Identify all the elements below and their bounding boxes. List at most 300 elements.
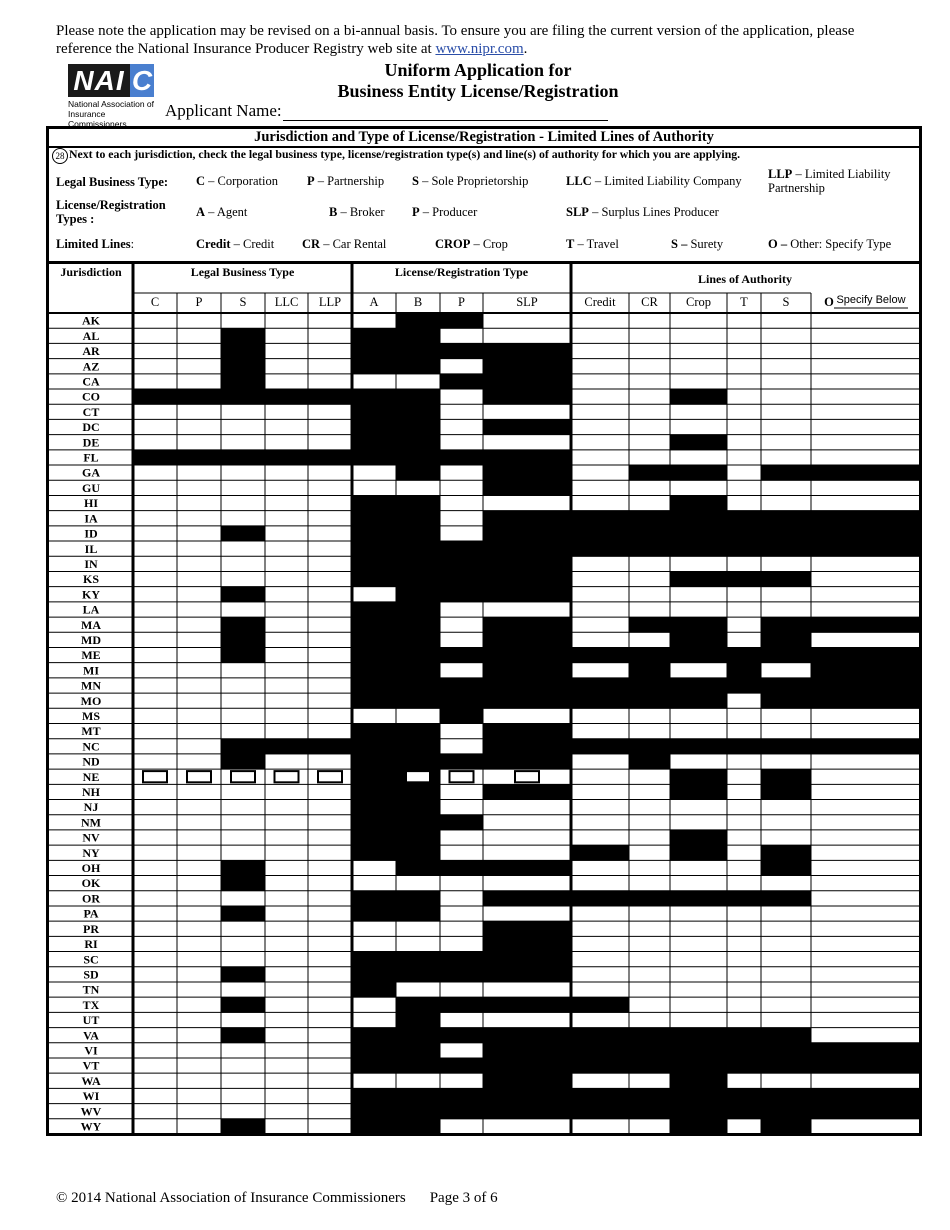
jurisdiction-dc: DC <box>82 420 100 435</box>
jurisdiction-nm: NM <box>81 815 101 830</box>
shaded-cell-ia <box>811 511 919 527</box>
shaded-cell-mo <box>483 693 571 709</box>
column-header-slp-8: SLP <box>516 295 538 309</box>
shaded-cell-wy <box>761 1119 811 1135</box>
shaded-cell-id <box>629 526 670 542</box>
legend-lines-t: T – Travel <box>566 237 619 251</box>
shaded-cell-mn <box>727 678 761 694</box>
jurisdiction-ma: MA <box>81 617 101 632</box>
shaded-cell-de <box>396 435 440 451</box>
shaded-cell-ny <box>571 845 629 861</box>
shaded-cell-mt <box>396 724 440 740</box>
shaded-cell-ct <box>352 404 396 420</box>
shaded-cell-dc <box>352 419 396 435</box>
footer <box>56 1190 498 1207</box>
shaded-cell-wi <box>440 1088 483 1104</box>
shaded-cell-ut <box>396 1012 440 1028</box>
shaded-cell-gu <box>483 480 571 496</box>
shaded-cell-co <box>221 389 265 405</box>
shaded-cell-ks <box>483 571 571 587</box>
shaded-cell-al <box>352 328 396 344</box>
shaded-cell-wy <box>670 1119 727 1135</box>
shaded-cell-ma <box>670 617 727 633</box>
shaded-cell-in <box>483 556 571 572</box>
jurisdiction-ct: CT <box>82 404 100 419</box>
column-header-credit-9: Credit <box>584 295 616 309</box>
shaded-cell-or <box>629 891 670 907</box>
shaded-cell-nc <box>396 739 440 755</box>
shaded-cell-nc <box>221 739 265 755</box>
shaded-cell-oh <box>483 860 571 876</box>
shaded-cell-md <box>396 632 440 648</box>
header-lines-of-authority: Lines of Authority <box>697 272 793 286</box>
legend-lines-cr: CR – Car Rental <box>302 237 387 251</box>
shaded-cell-ks <box>440 571 483 587</box>
column-header-b-6: B <box>413 295 423 309</box>
column-header-t-12: T <box>740 295 748 309</box>
shaded-cell-ia <box>571 511 629 527</box>
shaded-cell-ny <box>396 845 440 861</box>
shaded-cell-az <box>396 359 440 375</box>
shaded-cell-wv <box>629 1104 670 1120</box>
shaded-cell-ny <box>670 845 727 861</box>
shaded-cell-ar <box>483 343 571 359</box>
legend-business-label: Legal Business Type: <box>56 175 169 189</box>
shaded-cell-or <box>571 891 629 907</box>
shaded-cell-ga <box>670 465 727 481</box>
shaded-cell-md <box>221 632 265 648</box>
jurisdiction-hi: HI <box>83 496 99 511</box>
shaded-cell-vt <box>761 1058 811 1074</box>
shaded-cell-ga <box>483 465 571 481</box>
column-header-crop-11: Crop <box>686 295 711 309</box>
shaded-cell-in <box>352 556 396 572</box>
jurisdiction-me: ME <box>81 648 101 663</box>
jurisdiction-nv: NV <box>82 830 100 845</box>
header-license-registration-type: License/Registration Type <box>394 265 529 279</box>
shaded-cell-nc <box>265 739 308 755</box>
shaded-cell-nh <box>352 784 396 800</box>
shaded-cell-me <box>571 647 629 663</box>
shaded-cell-ar <box>352 343 396 359</box>
shaded-cell-pr <box>483 921 571 937</box>
shaded-cell-fl <box>483 450 571 466</box>
shaded-cell-ia <box>396 511 440 527</box>
shaded-cell-or <box>352 891 396 907</box>
jurisdiction-ak: AK <box>82 313 100 328</box>
jurisdiction-az: AZ <box>82 359 100 374</box>
jurisdiction-wa: WA <box>81 1073 101 1088</box>
jurisdiction-al: AL <box>82 328 100 343</box>
jurisdiction-id: ID <box>84 526 98 541</box>
column-header-c-0: C <box>150 295 160 309</box>
instruction-text: Next to each jurisdiction, check the legal business type, license/registration type(s) and line(s) of authority for which you are applying. <box>69 147 741 161</box>
jurisdiction-mi: MI <box>83 663 99 678</box>
shaded-cell-va <box>629 1028 670 1044</box>
shaded-cell-oh <box>440 860 483 876</box>
legend-license-label: License/Registration Types : <box>56 198 166 226</box>
legend-license-b: B – Broker <box>329 205 385 219</box>
shaded-cell-me <box>440 647 483 663</box>
shaded-cell-mi <box>811 663 919 679</box>
shaded-cell-mo <box>440 693 483 709</box>
jurisdiction-ny: NY <box>82 845 100 860</box>
shaded-cell-ga <box>811 465 919 481</box>
shaded-cell-wi <box>396 1088 440 1104</box>
shaded-cell-al <box>221 328 265 344</box>
shaded-cell-id <box>221 526 265 542</box>
shaded-cell-ok <box>221 876 265 892</box>
nipr-link[interactable]: www.nipr.com <box>435 41 524 57</box>
shaded-cell-wi <box>483 1088 571 1104</box>
legend-lines-label: Limited Lines: <box>56 237 135 251</box>
shaded-cell-ca <box>483 374 571 390</box>
jurisdiction-wv: WV <box>80 1104 102 1119</box>
column-header-a-5: A <box>369 295 379 309</box>
shaded-cell-nh <box>483 784 571 800</box>
shaded-cell-me <box>811 647 919 663</box>
jurisdiction-sc: SC <box>83 952 99 967</box>
shaded-cell-va <box>761 1028 811 1044</box>
shaded-cell-mn <box>440 678 483 694</box>
shaded-cell-ak <box>396 313 440 329</box>
shaded-cell-ks <box>761 571 811 587</box>
shaded-cell-il <box>396 541 440 557</box>
shaded-cell-nd <box>352 754 396 770</box>
shaded-cell-pa <box>352 906 396 922</box>
specify-below-label: Specify Below <box>836 294 906 306</box>
shaded-cell-co <box>133 389 177 405</box>
shaded-cell-ma <box>352 617 396 633</box>
shaded-cell-ks <box>670 571 727 587</box>
shaded-cell-ia <box>761 511 811 527</box>
section-title: Jurisdiction and Type of License/Registration - Limited Lines of Authority <box>49 129 919 148</box>
shaded-cell-fl <box>396 450 440 466</box>
shaded-cell-ar <box>396 343 440 359</box>
shaded-cell-md <box>761 632 811 648</box>
shaded-cell-mn <box>811 678 919 694</box>
shaded-cell-wv <box>727 1104 761 1120</box>
shaded-cell-mi <box>483 663 571 679</box>
shaded-cell-wi <box>670 1088 727 1104</box>
shaded-cell-ky <box>440 587 483 603</box>
shaded-cell-vt <box>629 1058 670 1074</box>
column-header-s-2: S <box>239 295 247 309</box>
checkbox-ne <box>406 771 430 782</box>
shaded-cell-fl <box>440 450 483 466</box>
shaded-cell-wv <box>761 1104 811 1120</box>
shaded-cell-co <box>308 389 352 405</box>
jurisdiction-de: DE <box>82 435 100 450</box>
legend-business-s: S – Sole Proprietorship <box>412 174 529 188</box>
shaded-cell-mi <box>396 663 440 679</box>
shaded-cell-id <box>761 526 811 542</box>
shaded-cell-tx <box>483 997 571 1013</box>
shaded-cell-ky <box>396 587 440 603</box>
shaded-cell-me <box>629 647 670 663</box>
header-legal-business-type: Legal Business Type <box>190 265 295 279</box>
shaded-cell-ma <box>483 617 571 633</box>
shaded-cell-sc <box>483 952 571 968</box>
column-header-llc-3: LLC <box>274 295 299 309</box>
jurisdiction-sd: SD <box>83 967 99 982</box>
jurisdiction-nd: ND <box>82 754 100 769</box>
shaded-cell-sd <box>221 967 265 983</box>
shaded-cell-il <box>811 541 919 557</box>
shaded-cell-il <box>440 541 483 557</box>
shaded-cell-vi <box>811 1043 919 1059</box>
jurisdiction-wi: WI <box>82 1089 100 1104</box>
legend-business-p: P – Partnership <box>307 174 385 188</box>
shaded-cell-ne <box>352 769 396 785</box>
shaded-cell-fl <box>221 450 265 466</box>
shaded-cell-mo <box>811 693 919 709</box>
jurisdiction-ri: RI <box>84 937 98 952</box>
shaded-cell-ks <box>352 571 396 587</box>
shaded-cell-mi <box>629 663 670 679</box>
column-header-s-13: S <box>782 295 790 309</box>
jurisdiction-ia: IA <box>84 511 98 526</box>
column-header-cr-10: CR <box>641 295 658 309</box>
shaded-cell-mo <box>629 693 670 709</box>
shaded-cell-il <box>352 541 396 557</box>
footer-copyright: © 2014 National Association of Insurance Commissioners <box>56 1190 406 1206</box>
jurisdiction-ks: KS <box>82 572 100 587</box>
shaded-cell-md <box>483 632 571 648</box>
shaded-cell-ca <box>440 374 483 390</box>
jurisdiction-ca: CA <box>82 374 100 389</box>
shaded-cell-mi <box>352 663 396 679</box>
shaded-cell-mn <box>629 678 670 694</box>
shaded-cell-hi <box>396 495 440 511</box>
jurisdiction-wy: WY <box>80 1119 102 1134</box>
shaded-cell-ks <box>727 571 761 587</box>
jurisdiction-fl: FL <box>83 450 99 465</box>
jurisdiction-ut: UT <box>82 1013 100 1028</box>
jurisdiction-pr: PR <box>83 921 99 936</box>
column-header-o-14: O <box>824 295 834 309</box>
shaded-cell-az <box>221 359 265 375</box>
applicant-name-label: Applicant Name: <box>165 101 282 120</box>
shaded-cell-nh <box>396 784 440 800</box>
shaded-cell-ma <box>811 617 919 633</box>
shaded-cell-nd <box>440 754 483 770</box>
shaded-cell-or <box>727 891 761 907</box>
shaded-cell-wi <box>811 1088 919 1104</box>
shaded-cell-co <box>483 389 571 405</box>
checkbox-ne <box>450 771 474 782</box>
shaded-cell-mn <box>483 678 571 694</box>
shaded-cell-md <box>352 632 396 648</box>
shaded-cell-nv <box>670 830 727 846</box>
shaded-cell-ne <box>670 769 727 785</box>
jurisdiction-mt: MT <box>81 724 101 739</box>
shaded-cell-mn <box>571 678 629 694</box>
shaded-cell-il <box>670 541 727 557</box>
shaded-cell-ky <box>221 587 265 603</box>
shaded-cell-va <box>221 1028 265 1044</box>
shaded-cell-vi <box>629 1043 670 1059</box>
shaded-cell-ma <box>629 617 670 633</box>
shaded-cell-ma <box>221 617 265 633</box>
shaded-cell-ia <box>483 511 571 527</box>
legend-business-llp: LLP – Limited Liability Partnership <box>768 167 891 195</box>
shaded-cell-ak <box>440 313 483 329</box>
jurisdiction-vt: VT <box>82 1058 100 1073</box>
shaded-cell-de <box>352 435 396 451</box>
shaded-cell-oh <box>396 860 440 876</box>
jurisdiction-nh: NH <box>82 785 100 800</box>
shaded-cell-az <box>483 359 571 375</box>
shaded-cell-oh <box>761 860 811 876</box>
shaded-cell-me <box>727 647 761 663</box>
shaded-cell-co <box>177 389 221 405</box>
shaded-cell-ga <box>761 465 811 481</box>
shaded-cell-nc <box>761 739 811 755</box>
shaded-cell-vt <box>396 1058 440 1074</box>
shaded-cell-de <box>670 435 727 451</box>
shaded-cell-la <box>352 602 396 618</box>
shaded-cell-wy <box>352 1119 396 1135</box>
shaded-cell-vt <box>440 1058 483 1074</box>
jurisdiction-nj: NJ <box>83 800 99 815</box>
shaded-cell-id <box>811 526 919 542</box>
shaded-cell-wv <box>352 1104 396 1120</box>
shaded-cell-mn <box>761 678 811 694</box>
shaded-cell-ia <box>727 511 761 527</box>
shaded-cell-va <box>727 1028 761 1044</box>
shaded-cell-co <box>670 389 727 405</box>
jurisdiction-pa: PA <box>83 906 99 921</box>
shaded-cell-vi <box>483 1043 571 1059</box>
jurisdiction-la: LA <box>82 602 100 617</box>
shaded-cell-wv <box>440 1104 483 1120</box>
shaded-cell-nc <box>670 739 727 755</box>
shaded-cell-mt <box>352 724 396 740</box>
shaded-cell-vt <box>352 1058 396 1074</box>
shaded-cell-hi <box>670 495 727 511</box>
shaded-cell-id <box>670 526 727 542</box>
shaded-cell-ia <box>670 511 727 527</box>
shaded-cell-mn <box>396 678 440 694</box>
shaded-cell-sd <box>396 967 440 983</box>
form-title-line2: Business Entity License/Registration <box>337 81 619 101</box>
legend-business-c: C – Corporation <box>196 174 278 188</box>
shaded-cell-ks <box>396 571 440 587</box>
column-header-p-1: P <box>195 295 203 309</box>
shaded-cell-mo <box>670 693 727 709</box>
shaded-cell-ny <box>352 845 396 861</box>
shaded-cell-nd <box>221 754 265 770</box>
footer-page: Page 3 of 6 <box>429 1190 498 1206</box>
shaded-cell-in <box>440 556 483 572</box>
shaded-cell-nd <box>483 754 571 770</box>
shaded-cell-mi <box>727 663 761 679</box>
shaded-cell-dc <box>483 419 571 435</box>
shaded-cell-me <box>670 647 727 663</box>
legend-lines-credit: Credit – Credit <box>196 237 275 251</box>
shaded-cell-pa <box>396 906 440 922</box>
shaded-cell-mo <box>396 693 440 709</box>
shaded-cell-nc <box>727 739 761 755</box>
jurisdiction-ky: KY <box>82 587 100 602</box>
shaded-cell-vi <box>761 1043 811 1059</box>
shaded-cell-wi <box>629 1088 670 1104</box>
shaded-cell-or <box>761 891 811 907</box>
shaded-cell-wa <box>670 1073 727 1089</box>
shaded-cell-fl <box>352 450 396 466</box>
shaded-cell-co <box>265 389 308 405</box>
shaded-cell-vt <box>571 1058 629 1074</box>
shaded-cell-id <box>483 526 571 542</box>
checkbox-ne <box>275 771 299 782</box>
shaded-cell-sd <box>440 967 483 983</box>
notice-end: . <box>523 41 528 57</box>
shaded-cell-tx <box>396 997 440 1013</box>
shaded-cell-mn <box>352 678 396 694</box>
jurisdiction-md: MD <box>81 632 101 647</box>
column-header-llp-4: LLP <box>318 295 342 309</box>
shaded-cell-nj <box>352 800 396 816</box>
shaded-cell-wi <box>352 1088 396 1104</box>
shaded-cell-nh <box>761 784 811 800</box>
shaded-cell-nm <box>440 815 483 831</box>
shaded-cell-ia <box>629 511 670 527</box>
shaded-cell-mo <box>571 693 629 709</box>
shaded-cell-ar <box>440 343 483 359</box>
shaded-cell-va <box>483 1028 571 1044</box>
shaded-cell-sd <box>352 967 396 983</box>
jurisdiction-mn: MN <box>81 678 101 693</box>
jurisdiction-mo: MO <box>80 693 102 708</box>
shaded-cell-ky <box>483 587 571 603</box>
jurisdiction-gu: GU <box>82 480 100 495</box>
shaded-cell-nc <box>308 739 352 755</box>
shaded-cell-ma <box>396 617 440 633</box>
shaded-cell-nc <box>629 739 670 755</box>
jurisdiction-co: CO <box>82 389 100 404</box>
shaded-cell-la <box>396 602 440 618</box>
shaded-cell-ct <box>396 404 440 420</box>
shaded-cell-sc <box>440 952 483 968</box>
shaded-cell-tx <box>571 997 629 1013</box>
shaded-cell-in <box>396 556 440 572</box>
shaded-cell-vi <box>670 1043 727 1059</box>
shaded-cell-wv <box>571 1104 629 1120</box>
jurisdiction-va: VA <box>83 1028 99 1043</box>
shaded-cell-vi <box>571 1043 629 1059</box>
shaded-cell-ny <box>761 845 811 861</box>
shaded-cell-tx <box>440 997 483 1013</box>
shaded-cell-oh <box>221 860 265 876</box>
shaded-cell-fl <box>265 450 308 466</box>
shaded-cell-vi <box>727 1043 761 1059</box>
shaded-cell-vt <box>727 1058 761 1074</box>
shaded-cell-ia <box>352 511 396 527</box>
shaded-cell-wy <box>396 1119 440 1135</box>
shaded-cell-il <box>571 541 629 557</box>
column-header-p-7: P <box>458 295 465 309</box>
shaded-cell-nv <box>352 830 396 846</box>
jurisdiction-ok: OK <box>81 876 101 891</box>
jurisdiction-nc: NC <box>82 739 100 754</box>
shaded-cell-sd <box>483 967 571 983</box>
shaded-cell-wa <box>483 1073 571 1089</box>
form-title-line1: Uniform Application for <box>384 60 572 80</box>
shaded-cell-il <box>483 541 571 557</box>
shaded-cell-ri <box>483 936 571 952</box>
checkbox-ne <box>143 771 167 782</box>
